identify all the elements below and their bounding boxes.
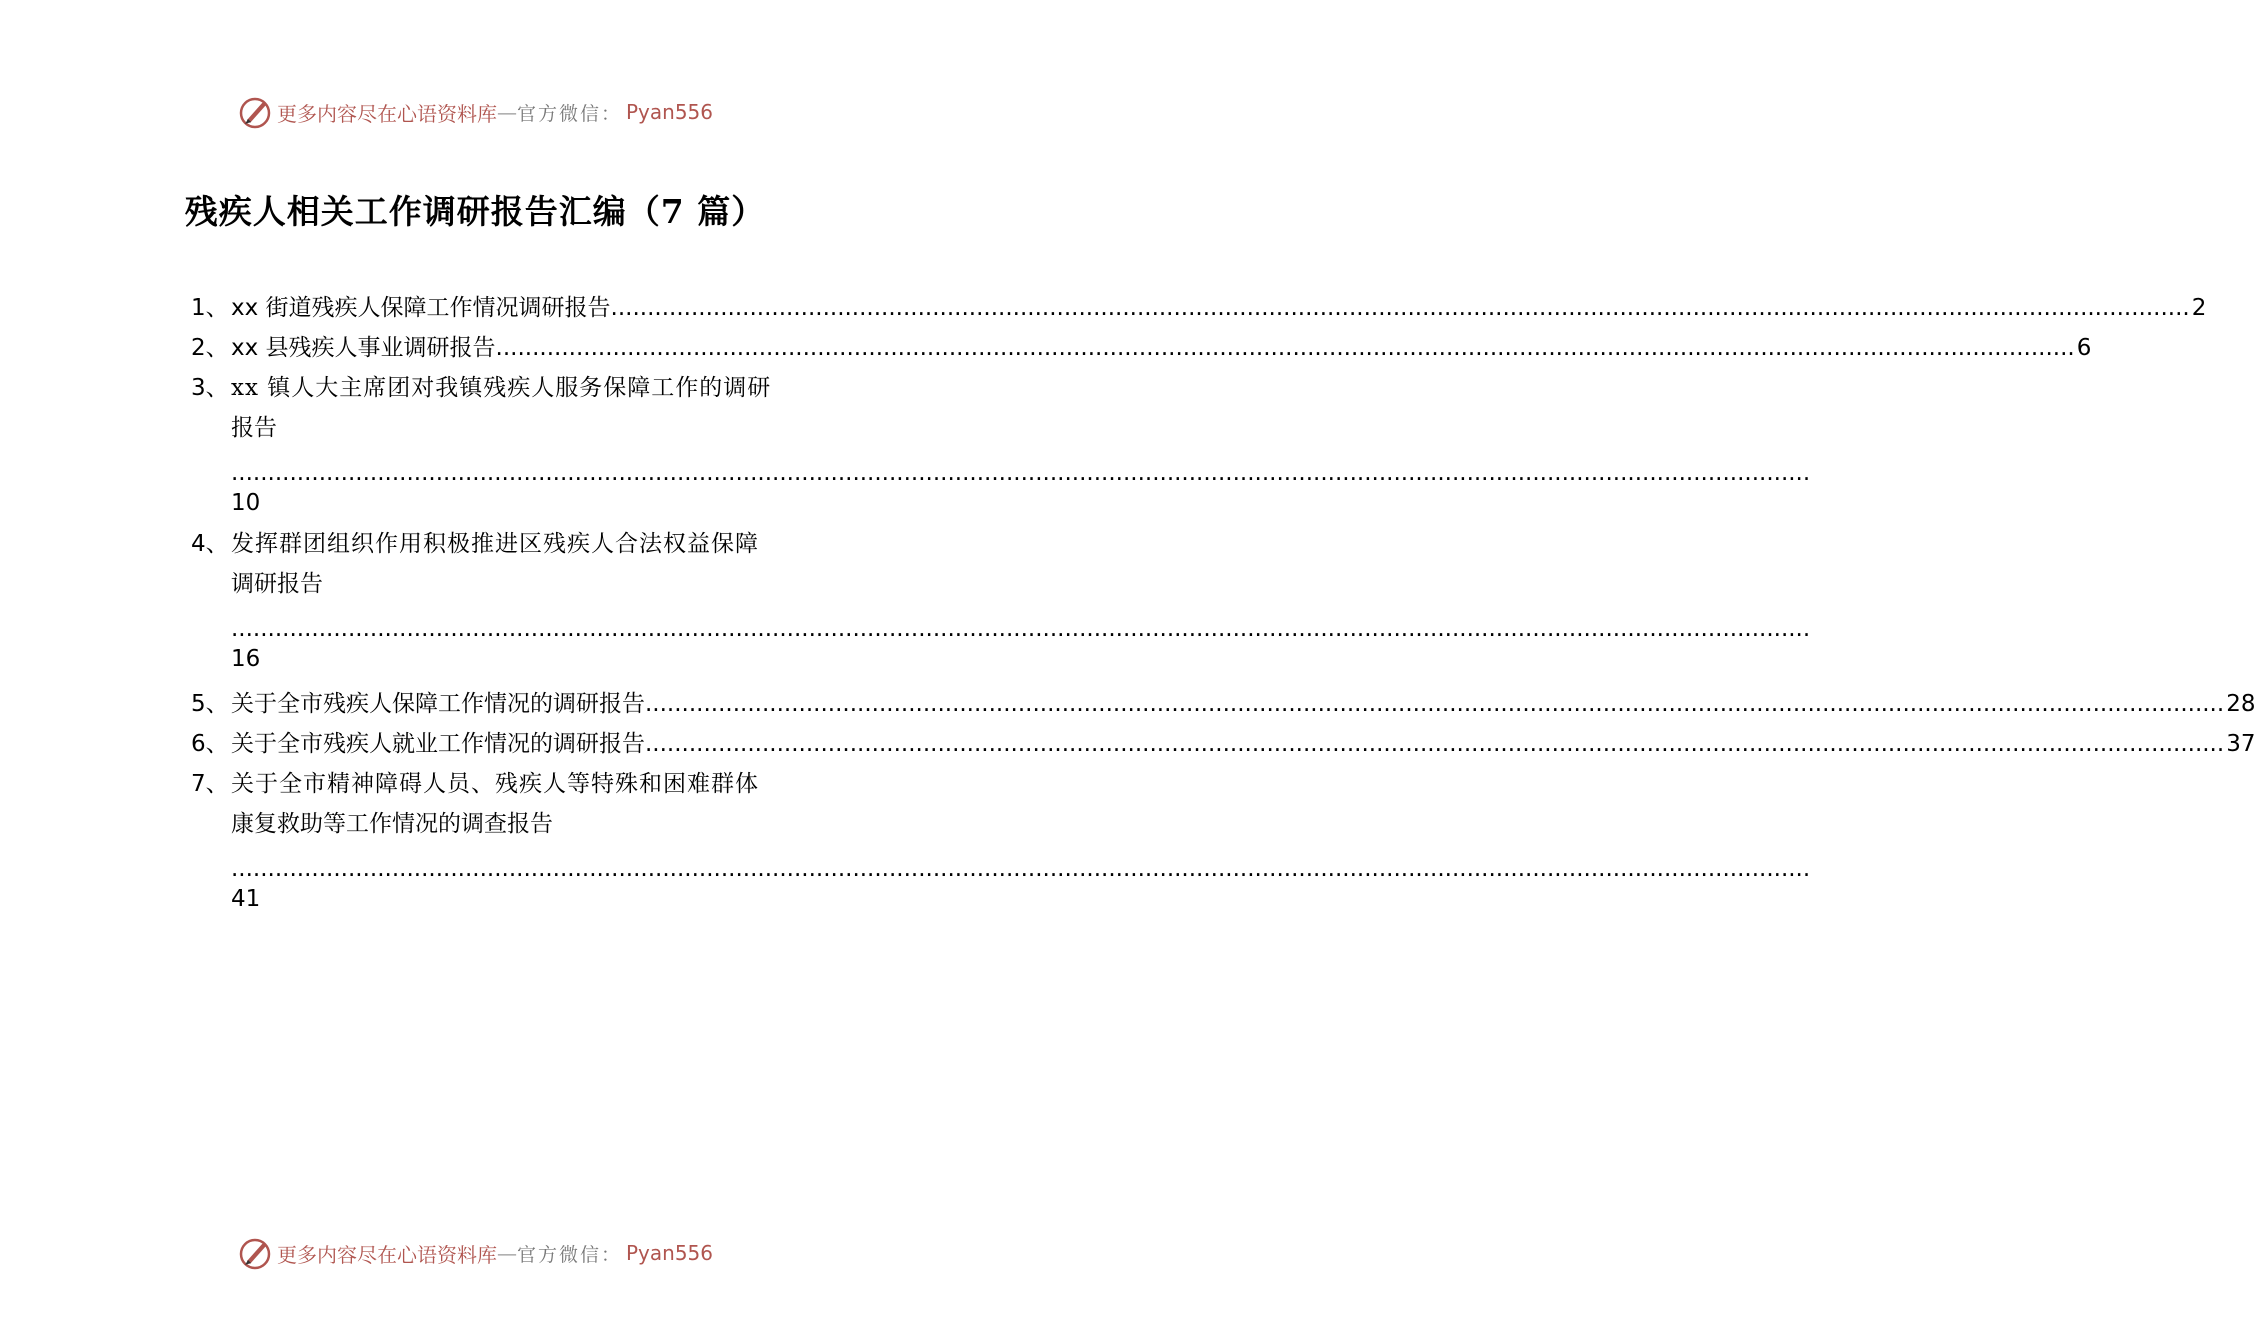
banner-wechat-label: 官方微信： (516, 102, 622, 125)
toc-number: 6、 (191, 731, 229, 757)
toc-item-2[interactable] (191, 328, 2092, 368)
toc-page: 2 (2191, 295, 2207, 321)
toc-text: xx 街道残疾人保障工作情况调研报告 (231, 295, 611, 321)
toc-text: 关于全市残疾人就业工作情况的调研报告 (231, 731, 645, 757)
toc-item-3[interactable] (191, 368, 811, 518)
toc-text-line2: 康复救助等工作情况的调查报告 (231, 811, 553, 837)
banner-wechat-id: Pyan556 (626, 100, 714, 124)
toc-number: 1、 (191, 295, 229, 321)
toc-page: 28 (2226, 691, 2255, 717)
toc-leader (191, 604, 779, 644)
toc-leader (645, 684, 2224, 724)
toc-page: 41 (231, 886, 261, 912)
table-of-contents (191, 288, 2255, 914)
toc-number: 2、 (191, 335, 229, 361)
pen-logo-icon (237, 1235, 273, 1271)
toc-number: 5、 (191, 691, 229, 717)
toc-page: 16 (231, 646, 261, 672)
toc-text-line2: 报告 (231, 415, 277, 441)
toc-item-7[interactable] (191, 764, 811, 914)
pen-logo-icon (237, 94, 273, 130)
toc-text: 关于全市残疾人保障工作情况的调研报告 (231, 691, 645, 717)
banner-slogan: 更多内容尽在心语资料库 (276, 1242, 497, 1267)
banner-dash: — (496, 100, 517, 124)
toc-text: xx 县残疾人事业调研报告 (231, 335, 496, 361)
banner-wechat-id: Pyan556 (626, 1241, 714, 1265)
banner-slogan: 更多内容尽在心语资料库 (276, 101, 497, 126)
toc-leader (191, 448, 779, 488)
toc-number: 3、 (191, 375, 229, 401)
toc-page: 6 (2076, 335, 2092, 361)
toc-number: 4、 (191, 531, 229, 557)
toc-item-4[interactable] (191, 524, 811, 674)
banner-dash: — (496, 1241, 517, 1265)
toc-item-1[interactable] (191, 288, 2207, 328)
toc-text-line1: xx 镇人大主席团对我镇残疾人服务保障工作的调研 (231, 375, 772, 401)
toc-leader (611, 288, 2190, 328)
banner-wechat-label: 官方微信： (516, 1243, 622, 1266)
toc-number: 7、 (191, 771, 229, 797)
toc-text-line1: 发挥群团组织作用积极推进区残疾人合法权益保障 (231, 531, 759, 557)
toc-leader (645, 724, 2224, 764)
toc-item-6[interactable] (191, 724, 2255, 764)
toc-text-line2: 调研报告 (231, 571, 323, 597)
footer-banner (0, 1233, 950, 1273)
toc-text-line1: 关于全市精神障碍人员、残疾人等特殊和困难群体 (231, 771, 759, 797)
header-banner (0, 92, 950, 132)
toc-page: 10 (231, 490, 261, 516)
toc-page: 37 (2226, 731, 2255, 757)
toc-item-5[interactable] (191, 684, 2255, 724)
toc-leader (191, 844, 779, 884)
toc-leader (496, 328, 2075, 368)
document-title: 残疾人相关工作调研报告汇编（7 篇） (184, 192, 766, 231)
